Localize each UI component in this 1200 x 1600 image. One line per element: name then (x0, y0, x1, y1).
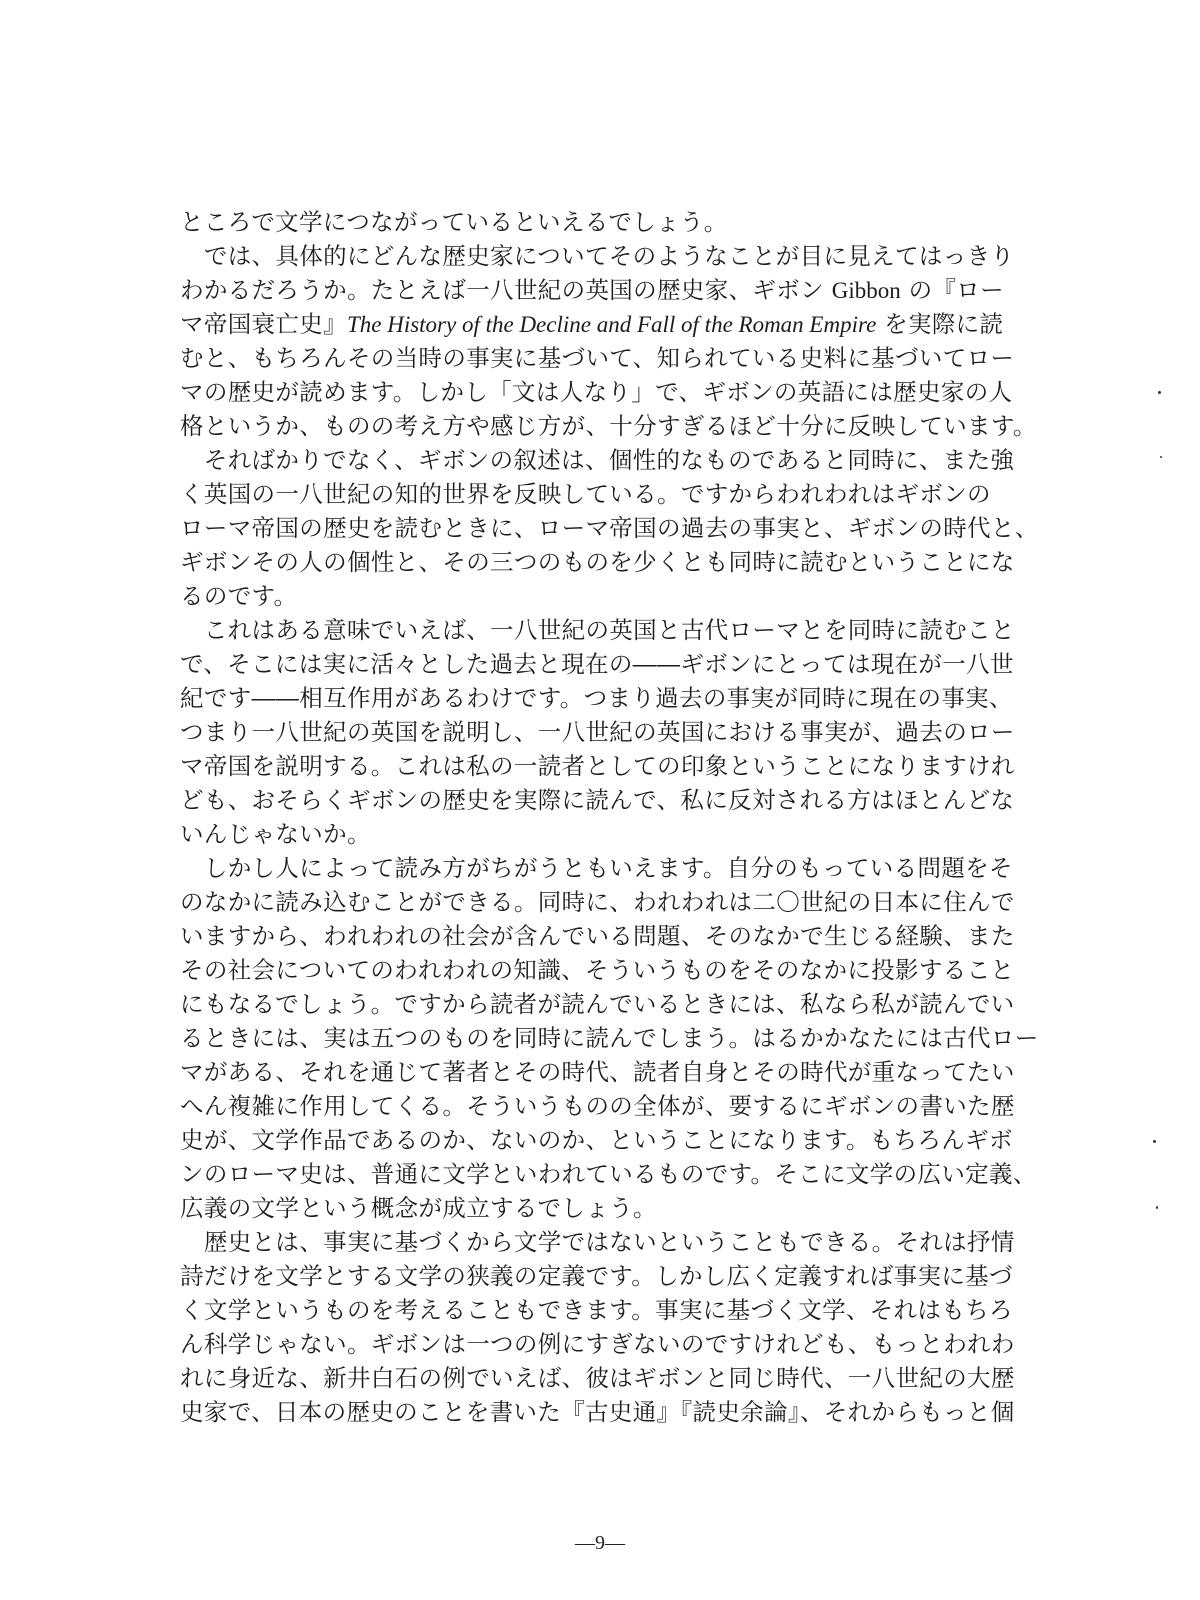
text-line: るのです。 (180, 582, 298, 610)
text-line: 広義の文学という概念が成立するでしょう。 (180, 1194, 657, 1222)
text-line: いますから、われわれの社会が含んでいる問題、そのなかで生じる経験、また (180, 922, 1015, 950)
latin-name: Gibbon (831, 278, 901, 303)
text-line: では、具体的にどんな歴史家についてそのようなことが目に見えてはっきり (180, 242, 1015, 270)
book-title-english: The History of the Decline and Fall of the Roman Empire (346, 312, 877, 337)
text-line: マ帝国を説明する。これは私の一読者としての印象ということになりますけれ (180, 752, 1015, 780)
body-text (180, 205, 1040, 1429)
text-line: ローマ帝国の歴史を読むときに、ローマ帝国の過去の事実と、ギボンの時代と、 (180, 514, 1039, 542)
scan-speck (1158, 391, 1161, 394)
text-line: マがある、それを通じて著者とその時代、読者自身とその時代が重なってたい (180, 1058, 1015, 1086)
text-line: ども、おそらくギボンの歴史を実際に読んで、私に反対される方はほとんどな (180, 786, 1015, 814)
text-line: るときには、実は五つのものを同時に読んでしまう。はるかかなたには古代ロー (180, 1024, 1039, 1052)
text-line: 歴史とは、事実に基づくから文学ではないということもできる。それは抒情 (180, 1228, 1015, 1256)
text-line: 詩だけを文学とする文学の狭義の定義です。しかし広く定義すれば事実に基づ (180, 1262, 1013, 1290)
text-line: マ帝国衰亡史』The History of the Decline and Fall of the Roman Empire を実際に読 (180, 310, 1004, 338)
text-line: これはある意味でいえば、一八世紀の英国と古代ローマとを同時に読むこと (180, 616, 1015, 644)
text-line: その社会についてのわれわれの知識、そういうものをそのなかに投影すること (180, 956, 1015, 984)
text-line: ンのローマ史は、普通に文学といわれているものです。そこに文学の広い定義、 (180, 1160, 1037, 1188)
scan-speck (1160, 456, 1162, 458)
text-line: むと、もちろんその当時の事実に基づいて、知られている史料に基づいてロー (180, 344, 1015, 372)
text-line: 史家で、日本の歴史のことを書いた『古史通』『読史余論』、それからもっと個 (180, 1398, 1015, 1426)
text-line: しかし人によって読み方がちがうともいえます。自分のもっている問題をそ (180, 854, 1013, 882)
text-line: へん複雑に作用してくる。そういうものの全体が、要するにギボンの書いた歴 (180, 1092, 1015, 1120)
text-line: にもなるでしょう。ですから読者が読んでいるときには、私なら私が読んでい (180, 990, 1015, 1018)
text-line: 紀です――相互作用があるわけです。つまり過去の事実が同時に現在の事実、 (180, 684, 1013, 712)
scan-speck (1153, 1140, 1156, 1143)
text-line: く英国の一八世紀の知的世界を反映している。ですからわれわれはギボンの (180, 480, 991, 508)
scan-speck (1156, 1206, 1158, 1209)
text-line: ギボンその人の個性と、その三つのものを少くとも同時に読むということにな (180, 548, 1015, 576)
text-line: 史が、文学作品であるのか、ないのか、ということになります。もちろんギボ (180, 1126, 1013, 1154)
text-line: マの歴史が読めます。しかし「文は人なり」で、ギボンの英語には歴史家の人 (180, 378, 1013, 406)
text-line: のなかに読み込むことができる。同時に、われわれは二〇世紀の日本に住んで (180, 888, 1015, 916)
text-line: 格というか、ものの考え方や感じ方が、十分すぎるほど十分に反映しています。 (180, 412, 1037, 440)
text-line: れに身近な、新井白石の例でいえば、彼はギボンと同じ時代、一八世紀の大歴 (180, 1364, 1015, 1392)
text-line: ところで文学につながっているといえるでしょう。 (180, 208, 728, 236)
text-line: で、そこには実に活々とした過去と現在の――ギボンにとっては現在が一八世 (180, 650, 1014, 678)
page-number: —9— (575, 1532, 625, 1554)
text-line: く文学というものを考えることもできます。事実に基づく文学、それはもちろ (180, 1296, 1013, 1324)
text-line: そればかりでなく、ギボンの叙述は、個性的なものであると同時に、また強 (180, 446, 1015, 474)
text-line: つまり一八世紀の英国を説明し、一八世紀の英国における事実が、過去のロー (180, 718, 1015, 746)
text-line: わかるだろうか。たとえば一八世紀の英国の歴史家、ギボン Gibbon の『ロー (180, 276, 1005, 304)
text-line: ん科学じゃない。ギボンは一つの例にすぎないのですけれども、もっとわれわ (180, 1330, 1015, 1358)
text-line: いんじゃないか。 (180, 820, 371, 848)
